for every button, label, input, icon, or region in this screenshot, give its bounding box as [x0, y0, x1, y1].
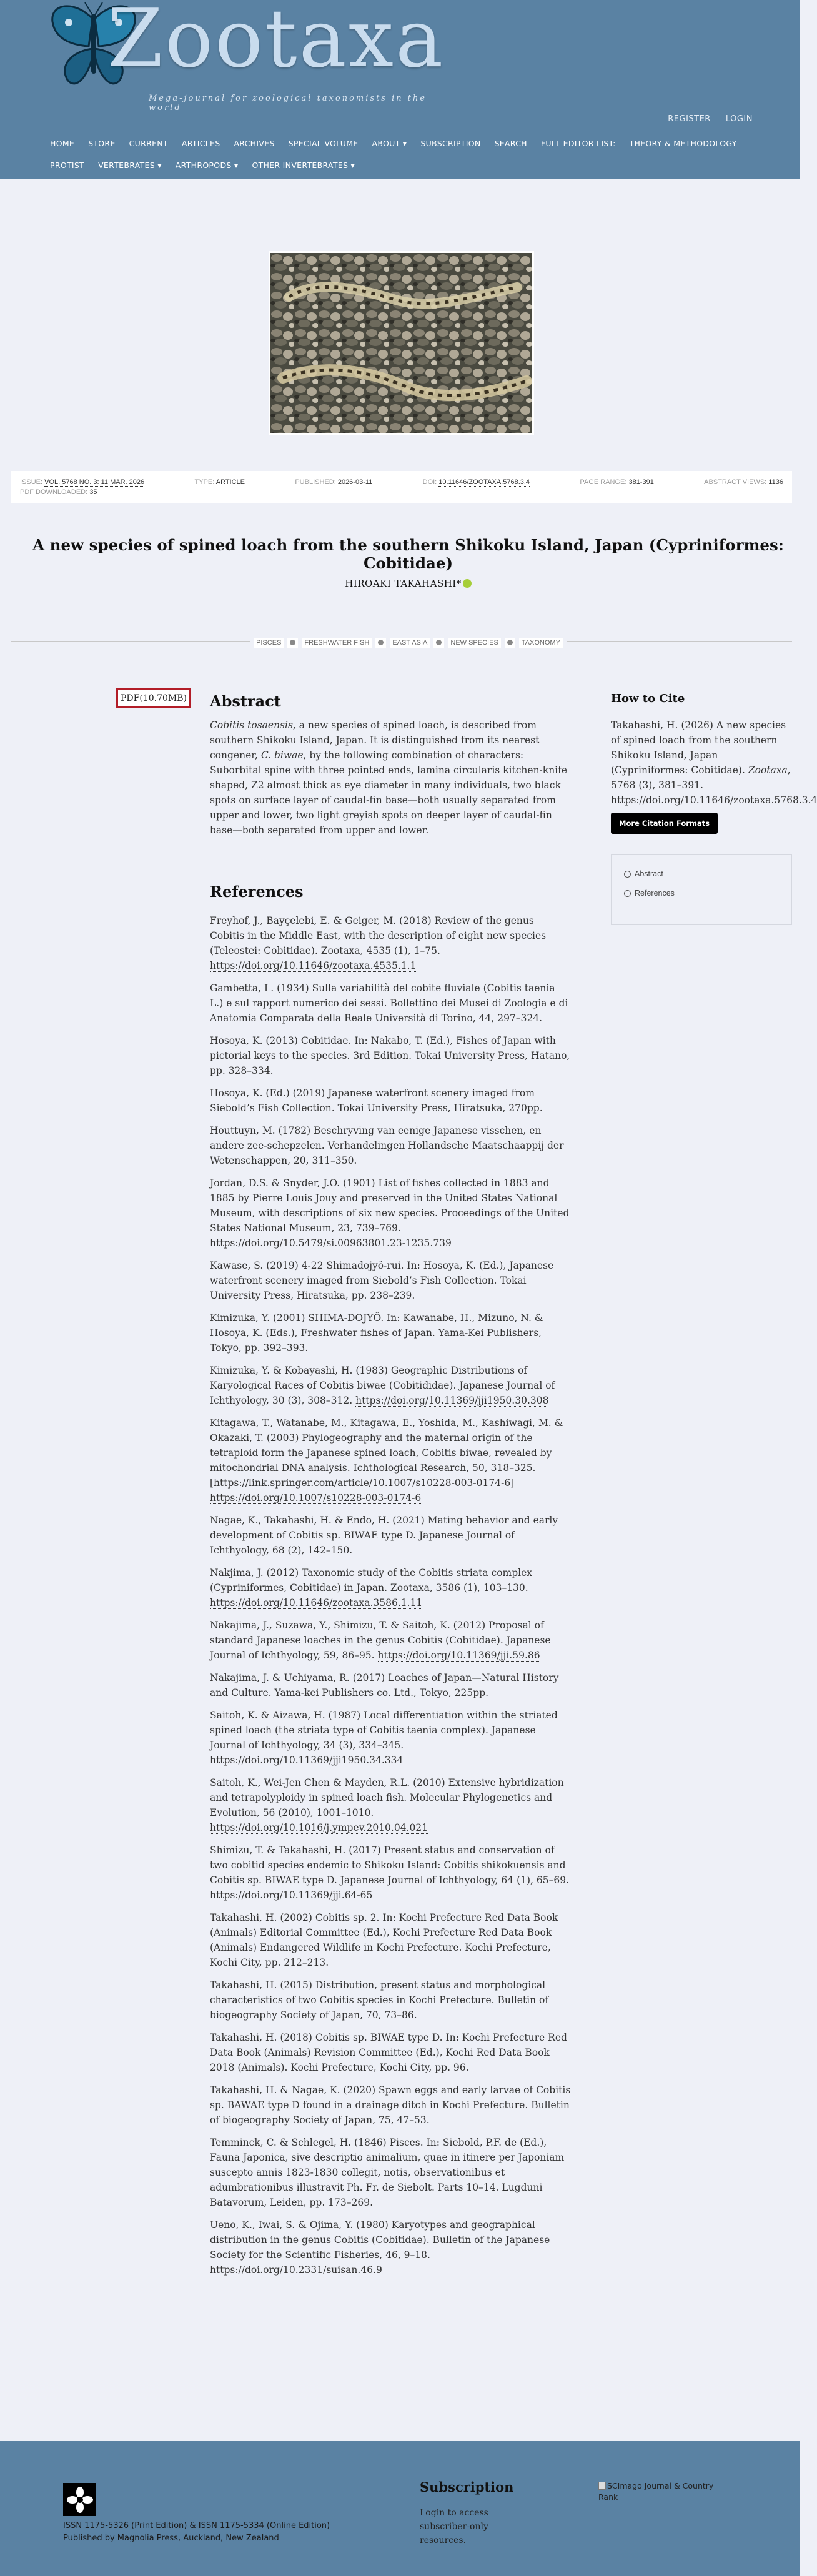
abstract-congener-name: C. biwae — [260, 750, 304, 761]
sidebar — [611, 692, 817, 925]
reference-doi-link[interactable]: https://doi.org/10.11646/zootaxa.4535.1.1 — [210, 960, 417, 971]
reference-text: Houttuyn, M. (1782) Beschryving van eenige Japanese visschen, en andere zee-schepzelen. Verhandelingen Hollandsche Maatschaappij der Wetenschappen, 20, 311–350. — [210, 1125, 564, 1166]
reference-item — [210, 1176, 571, 1251]
meta-page-range-label: PAGE RANGE: — [580, 478, 627, 486]
reference-text: Saitoh, K., Wei-Jen Chen & Mayden, R.L. (2010) Extensive hybridization and tetrapolyploidy in spined loach fish. Molecular Phylogenetics and Evolution, 56 (2010), 1001–1010. — [210, 1777, 564, 1818]
meta-type-label: TYPE: — [194, 478, 215, 486]
reference-text: Freyhof, J., Bayçelebi, E. & Geiger, M. (2018) Review of the genus Cobitis in the Middle East, with the description of eight new species (Teleostei: Cobitidae). Zootaxa, 4535 (1), 1–75. — [210, 915, 547, 956]
reference-text: Nakajima, J. & Uchiyama, R. (2017) Loaches of Japan—Natural History and Culture. Yama-kei Publishers co. Ltd., Tokyo, 225pp. — [210, 1672, 559, 1698]
nav-item-protist[interactable]: PROTIST — [50, 161, 85, 170]
nav-item-about[interactable]: ABOUT ▾ — [372, 139, 407, 148]
reference-text: Hosoya, K. (2013) Cobitidae. In: Nakabo, T. (Ed.), Fishes of Japan with pictorial keys to the species. 3rd Edition. Tokai University Press, Hatano, pp. 328–334. — [210, 1035, 570, 1076]
nav-item-subscription[interactable]: SUBSCRIPTION — [420, 139, 481, 148]
login-link[interactable]: LOGIN — [725, 114, 753, 124]
meta-issue-label: ISSUE: — [20, 478, 43, 486]
nav-item-home[interactable]: HOME — [50, 139, 75, 148]
meta-abstract-views — [704, 478, 783, 486]
reference-item — [210, 2135, 571, 2210]
toc-item-label: Abstract — [635, 869, 663, 878]
broken-image-icon — [598, 2482, 606, 2490]
nav-item-archives[interactable]: ARCHIVES — [234, 139, 275, 148]
meta-type — [194, 478, 245, 486]
nav-item-other-invertebrates[interactable]: OTHER INVERTEBRATES ▾ — [252, 161, 355, 170]
meta-pdf-downloaded-label: PDF DOWNLOADED: — [20, 488, 88, 496]
toc-item-abstract[interactable] — [624, 869, 791, 878]
subscription-text: Login to access subscriber-only resources. — [420, 2508, 488, 2545]
reference-item — [210, 1415, 571, 1505]
meta-published-label: PUBLISHED: — [295, 478, 336, 486]
reference-text: Shimizu, T. & Takahashi, H. (2017) Present status and conservation of two cobitid species endemic to Shikoku Island: Cobitis shikokuensis and Cobitis sp. BIWAE type D. Japanese Journal of Ichthyology, 64 (1), 65–69. — [210, 1845, 570, 1886]
nav-item-theory-methodology[interactable]: THEORY & METHODOLOGY — [629, 139, 737, 148]
register-link[interactable]: REGISTER — [668, 114, 711, 124]
abstract-part: , by the following combination of characters: Suborbital spine with three pointed ends, lamina circularis kitchen-knife shaped, Z2 almost thick as eye diameter in many individuals, two black spots on surface layer of caudal-fin base—both usually separated from upper and lower, two light greyish spots on deeper layer of caudal-fin base—both separated from upper and lower. — [210, 750, 568, 836]
reference-text: Temminck, C. & Schlegel, H. (1846) Pisces. In: Siebold, P.F. de (Ed.), Fauna Japonica, sive descriptio animalium, quae in itinere per Japoniam suscepto annis 1823-1830 collegit, notis, observationibus et adumbrationibus illustravit Ph. Fr. de Siebolt. Parts 10–14. Lugduni Batavorum, Leiden, pp. 173–269. — [210, 2137, 565, 2208]
citation-part: Takahashi, H. (2026) A new species of spined loach from the southern Shikoku Island, Japan (Cypriniformes: Cobitidae). — [611, 720, 786, 776]
reference-item — [210, 981, 571, 1026]
publisher-line: Published by Magnolia Press, Auckland, New Zealand — [63, 2534, 279, 2543]
abstract-part: , a new species of spined loach, is described from southern Shikoku Island, Japan. It is distinguished from its nearest congener, — [210, 720, 540, 761]
nav-item-search[interactable]: SEARCH — [494, 139, 527, 148]
reference-item — [210, 1978, 571, 2023]
meta-page-range-value: 381-391 — [628, 478, 654, 486]
reference-doi-link[interactable]: https://doi.org/10.11369/jji.64-65 — [210, 1890, 373, 1901]
nav-item-vertebrates[interactable]: VERTEBRATES ▾ — [98, 161, 162, 170]
reference-text: Takahashi, H. (2015) Distribution, present status and morphological characteristics of two Cobitis species in Kochi Prefecture. Bulletin of biogeography Society of Japan, 70, 73–86. — [210, 1979, 549, 2021]
meta-pdf-downloaded — [20, 488, 783, 496]
radio-circle-icon — [624, 890, 631, 897]
abstract-heading: Abstract — [210, 692, 281, 710]
meta-issue — [20, 478, 144, 486]
reference-doi-link[interactable]: https://doi.org/10.2331/suisan.46.9 — [210, 2264, 382, 2276]
magnolia-press-logo-icon[interactable] — [63, 2483, 96, 2516]
cover-image — [269, 251, 534, 435]
nav-item-arthropods[interactable]: ARTHROPODS ▾ — [175, 161, 239, 170]
reference-text: Ueno, K., Iwai, S. & Ojima, Y. (1980) Karyotypes and geographical distribution in the genus Cobitis (Cobitidae). Bulletin of the Japanese Society for the Scientific Fisheries, 46, 9–18. — [210, 2219, 550, 2261]
reference-item — [210, 1775, 571, 1835]
toc-item-references[interactable] — [624, 889, 791, 898]
meta-abstract-views-label: ABSTRACT VIEWS: — [704, 478, 767, 486]
scimago-rank-link[interactable] — [598, 2480, 723, 2503]
reference-text: Nakajima, J., Suzawa, Y., Shimizu, T. & Saitoh, K. (2012) Proposal of standard Japanese loaches in the genus Cobitis (Cobitidae). Japanese Journal of Ichthyology, 59, 86–95. — [210, 1620, 551, 1661]
article-toc — [611, 854, 792, 925]
article-title: A new species of spined loach from the southern Shikoku Island, Japan (Cypriniformes: Cobitidae) — [32, 536, 784, 572]
reference-item — [210, 1843, 571, 1903]
reference-text: Kawase, S. (2019) 4-22 Shimadojyô-rui. In: Hosoya, K. (Ed.), Japanese waterfront scenery imaged from Siebold’s Fish Collection. Tokai University Press, Hiratsuka, pp. 238–239. — [210, 1260, 554, 1301]
reference-item — [210, 1310, 571, 1355]
author-name[interactable]: HIROAKI TAKAHASHI* — [345, 578, 462, 589]
zootaxa-logo[interactable] — [44, 0, 445, 112]
keyword-tag[interactable]: EAST ASIA — [390, 638, 430, 648]
keyword-list — [0, 636, 816, 648]
meta-published — [295, 478, 372, 486]
meta-type-value: ARTICLE — [215, 478, 245, 486]
reference-item — [210, 913, 571, 973]
site-header — [0, 0, 800, 179]
reference-item — [210, 1258, 571, 1303]
reference-item — [210, 2217, 571, 2277]
reference-text: Gambetta, L. (1934) Sulla variabilità del cobite fluviale (Cobitis taenia L.) e sul rapport numerico dei sessi. Bollettino dei Musei di Zoologia e di Anatomia Comparata della Reale Università di Torino, 44, 297–324. — [210, 983, 568, 1024]
reference-text: Kimizuka, Y. (2001) SHIMA-DOJYÔ. In: Kawanabe, H., Mizuno, N. & Hosoya, K. (Eds.), Freshwater fishes of Japan. Yama-Kei Publishers, Tokyo, pp. 392–393. — [210, 1312, 543, 1354]
reference-text: Kimizuka, Y. & Kobayashi, H. (1983) Geographic Distributions of Karyological Races of Cobitis biwae (Cobitididae). Japanese Journal of Ichthyology, 30 (3), 308–312. — [210, 1365, 555, 1406]
meta-doi — [423, 478, 530, 486]
reference-list — [210, 913, 571, 2277]
reference-item — [210, 1086, 571, 1116]
reference-item — [210, 2030, 571, 2075]
keyword-separator-icon — [433, 638, 444, 648]
radio-circle-icon — [624, 871, 631, 878]
meta-abstract-views-value: 1136 — [768, 478, 783, 486]
issn-line: ISSN 1175-5326 (Print Edition) & ISSN 1175-5334 (Online Edition) — [63, 2521, 330, 2530]
site-footer — [0, 2441, 800, 2576]
article-meta-bar — [11, 471, 792, 503]
keyword-separator-icon — [505, 638, 515, 648]
reference-item — [210, 1363, 571, 1408]
keyword-tag[interactable]: NEW SPECIES — [448, 638, 500, 648]
meta-doi-link[interactable]: 10.11646/ZOOTAXA.5768.3.4 — [438, 478, 530, 486]
citation-text — [611, 718, 817, 808]
reference-item — [210, 2083, 571, 2128]
reference-doi-link[interactable]: https://doi.org/10.1016/j.ympev.2010.04.021 — [210, 1822, 428, 1833]
nav-item-special-volume[interactable]: SPECIAL VOLUME — [288, 139, 359, 148]
reference-text: Jordan, D.S. & Snyder, J.O. (1901) List of fishes collected in 1883 and 1885 by Pierre Louis Jouy and preserved in the United States National Museum, with descriptions of six new species. Proceedings of the United States National Museum, 23, 739–769. — [210, 1177, 570, 1234]
how-to-cite-heading: How to Cite — [611, 692, 685, 705]
reference-doi-link[interactable]: [https://link.springer.com/article/10.1007/s10228-003-0174-6] https://doi.org/10.1007/s10228-003-0174-6 — [210, 1477, 515, 1503]
meta-pdf-downloaded-value: 35 — [89, 488, 97, 496]
keyword-tag[interactable]: FRESHWATER FISH — [302, 638, 372, 648]
reference-item — [210, 1565, 571, 1610]
nav-item-articles[interactable]: ARTICLES — [181, 139, 220, 148]
reference-doi-link[interactable]: https://doi.org/10.5479/si.00963801.23-1235.739 — [210, 1237, 452, 1249]
keyword-tag[interactable]: PISCES — [254, 638, 284, 648]
reference-text: Nagae, K., Takahashi, H. & Endo, H. (2021) Mating behavior and early development of Cobitis sp. BIWAE type D. Japanese Journal of Ichthyology, 68 (2), 142–150. — [210, 1515, 558, 1556]
issn-info — [63, 2520, 330, 2545]
meta-page-range — [580, 478, 653, 486]
reference-text: Saitoh, K. & Aizawa, H. (1987) Local differentiation within the striated spined loach (the striata type of Cobitis taenia complex). Japanese Journal of Ichthyology, 34 (3), 334–345. — [210, 1710, 558, 1751]
reference-item — [210, 1670, 571, 1700]
logo-tagline: Mega-journal for zoological taxonomists in the world — [149, 94, 427, 112]
reference-text: Hosoya, K. (Ed.) (2019) Japanese waterfront scenery imaged from Siebold’s Fish Collection. Tokai University Press, Hiratsuka, 270pp. — [210, 1087, 543, 1114]
spined-loach-photo — [270, 253, 532, 433]
author-list — [0, 578, 816, 589]
keyword-tag[interactable]: TAXONOMY — [519, 638, 563, 648]
reference-text: Kitagawa, T., Watanabe, M., Kitagawa, E., Yoshida, M., Kashiwagi, M. & Okazaki, T. (2003) Phylogeography and the maternal origin of the tetraploid form the Japanese spined loach, Cobitis biwae, revealed by mitochondrial DNA analysis. Ichthological Research, 50, 318–325. — [210, 1417, 563, 1474]
meta-issue-link[interactable]: VOL. 5768 NO. 3: 11 MAR. 2026 — [44, 478, 145, 486]
abstract-text — [210, 718, 571, 838]
keyword-separator-icon — [375, 638, 386, 648]
nav-item-full-editor-list[interactable]: FULL EDITOR LIST: — [540, 139, 616, 148]
reference-doi-link[interactable]: https://doi.org/10.11369/jji1950.34.334 — [210, 1755, 404, 1766]
reference-text: Takahashi, H. (2002) Cobitis sp. 2. In: Kochi Prefecture Red Data Book (Animals) Editorial Committee (Ed.), Kochi Prefecture Red Data Book (Animals) Endangered Wildlife in Kochi Prefecture. Kochi Prefecture, Kochi City, pp. 212–213. — [210, 1912, 558, 1968]
nav-item-current[interactable]: CURRENT — [129, 139, 168, 148]
reference-item — [210, 1910, 571, 1970]
scimago-alt-text: SCImago Journal & Country Rank — [598, 2481, 714, 2502]
reference-doi-link[interactable]: https://doi.org/10.11369/jji1950.30.308 — [355, 1395, 549, 1406]
reference-doi-link[interactable]: https://doi.org/10.11646/zootaxa.3586.1.11 — [210, 1597, 423, 1608]
more-citation-formats-button[interactable]: More Citation Formats — [611, 813, 718, 834]
logo-text: Zootaxa — [107, 0, 445, 86]
subscription-heading: Subscription — [420, 2479, 514, 2495]
nav-item-store[interactable]: STORE — [88, 139, 116, 148]
user-nav — [668, 114, 753, 124]
references-heading: References — [210, 883, 304, 901]
reference-item — [210, 1708, 571, 1768]
reference-text: Takahashi, H. (2018) Cobitis sp. BIWAE type D. In: Kochi Prefecture Red Data Book (Animals) Revision Committee (Ed.), Kochi Red Data Book 2018 (Animals). Kochi Prefecture, Kochi City, pp. 96. — [210, 2032, 567, 2073]
meta-published-value: 2026-03-11 — [337, 478, 373, 486]
reference-item — [210, 1618, 571, 1663]
reference-text: Nakjima, J. (2012) Taxonomic study of the Cobitis striata complex (Cypriniformes, Cobitidae) in Japan. Zootaxa, 3586 (1), 103–130. — [210, 1567, 533, 1593]
pdf-download-button[interactable]: PDF(10.70MB) — [116, 688, 191, 708]
citation-journal: Zootaxa — [748, 765, 788, 776]
toc-item-label: References — [635, 889, 675, 898]
reference-item — [210, 1033, 571, 1078]
reference-item — [210, 1513, 571, 1558]
meta-doi-label: DOI: — [422, 478, 437, 486]
orcid-icon[interactable] — [463, 579, 472, 588]
reference-item — [210, 1123, 571, 1168]
article-main — [210, 692, 571, 2285]
main-nav — [50, 139, 756, 170]
abstract-species-name: Cobitis tosaensis — [210, 720, 293, 731]
reference-doi-link[interactable]: https://doi.org/10.11369/jji.59.86 — [377, 1650, 540, 1661]
reference-text: Takahashi, H. & Nagae, K. (2020) Spawn eggs and early larvae of Cobitis sp. BAWAE type D found in a drainage ditch in Kochi Prefecture. Bulletin of biogeography Society of Japan, 75, 47–53. — [210, 2084, 571, 2126]
keyword-separator-icon — [287, 638, 298, 648]
citation-part: , 5768 (3), 381–391. https://doi.org/10.11646/zootaxa.5768.3.4 — [611, 765, 817, 806]
